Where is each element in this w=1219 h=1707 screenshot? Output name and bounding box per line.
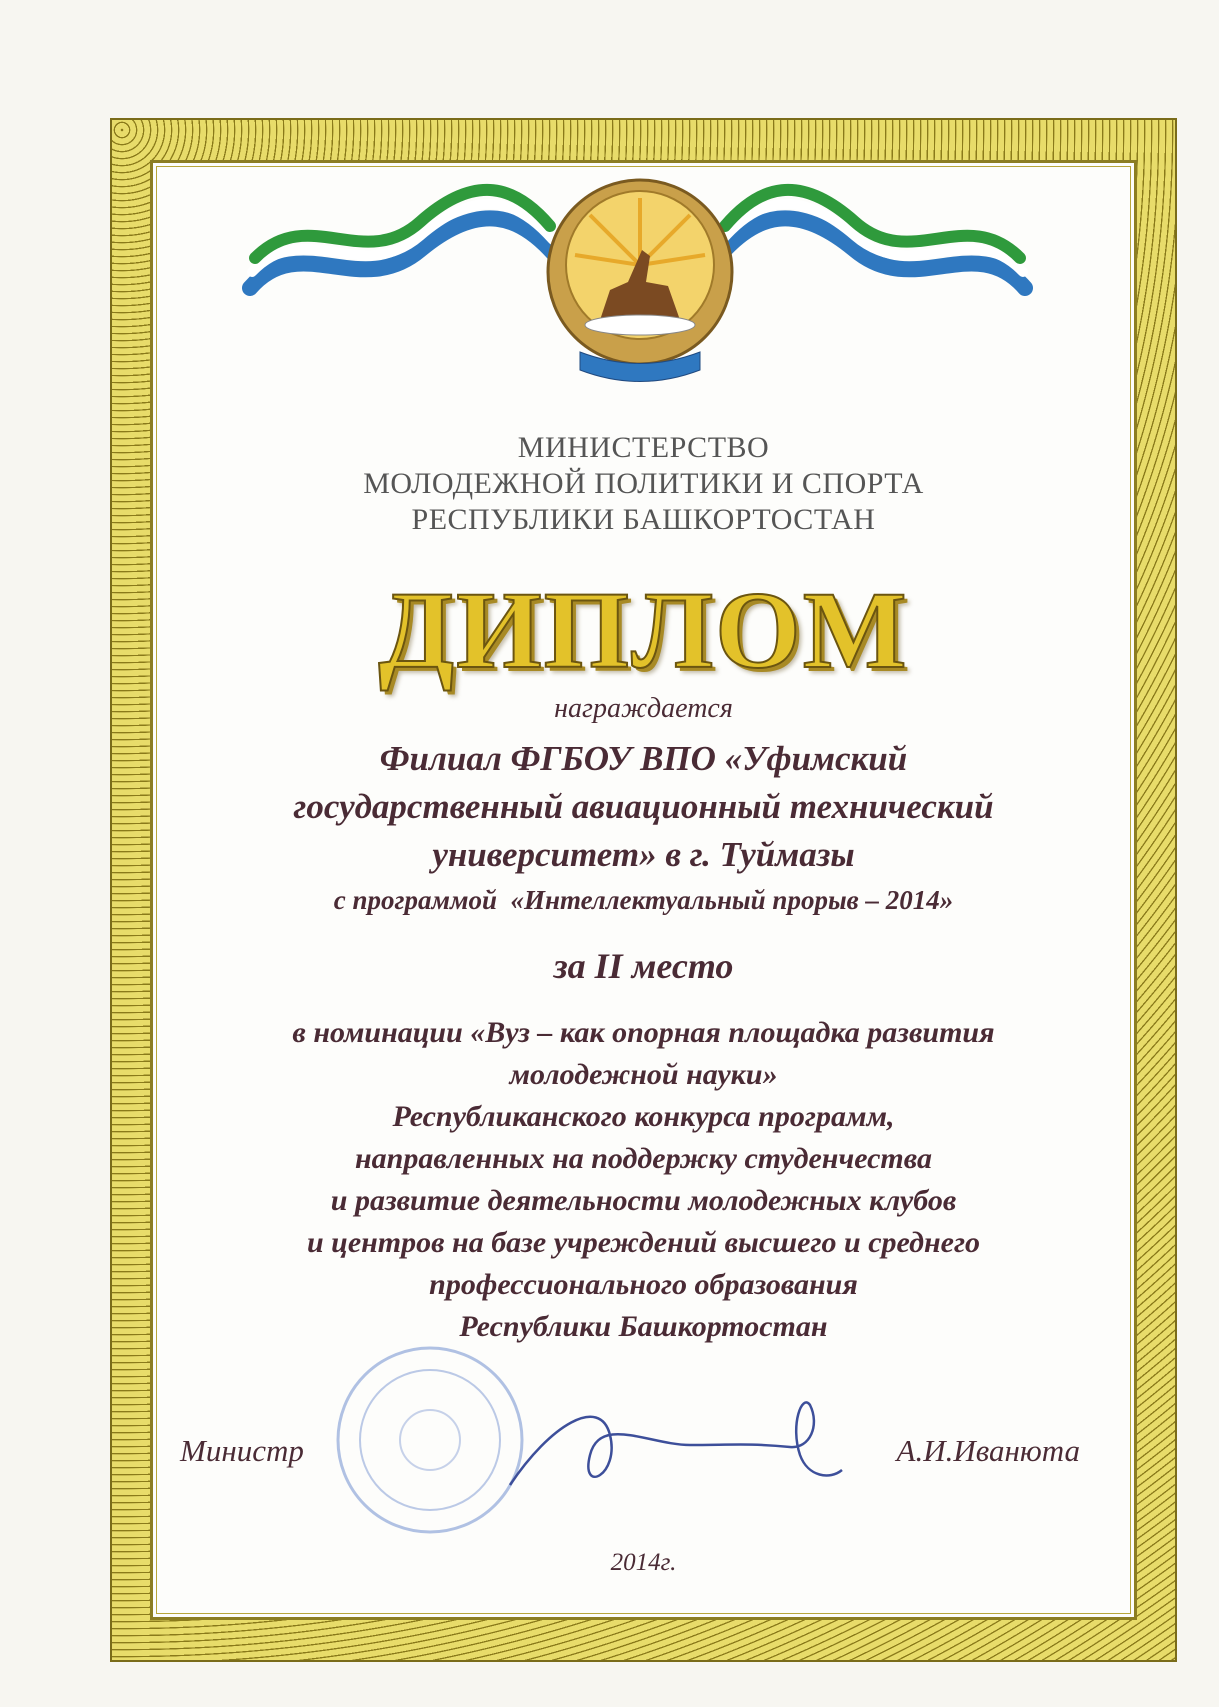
place-award: за II место xyxy=(553,946,734,986)
nomination-line-4: направленных на поддержку студенчества xyxy=(355,1142,932,1175)
signer-position: Министр xyxy=(180,1433,304,1468)
recipient-line-3: университет» в г. Туймазы xyxy=(432,835,855,874)
signature-row xyxy=(180,1433,1080,1473)
nomination-line-6: и центров на базе учреждений высшего и среднего xyxy=(306,1226,981,1259)
nomination-line-8: Республики Башкортостан xyxy=(459,1310,828,1343)
nomination-line-5: и развитие деятельности молодежных клубов xyxy=(330,1184,957,1217)
recipient-line-2: государственный авиационный технический xyxy=(293,787,994,826)
issue-year: 2014г. xyxy=(610,1549,677,1576)
ministry-header xyxy=(150,430,1137,538)
nomination-line-1: в номинации «Вуз – как опорная площадка развития xyxy=(292,1016,995,1049)
recipient-line-1: Филиал ФГБОУ ВПО «Уфимский xyxy=(379,739,908,778)
nomination-text xyxy=(150,1012,1137,1348)
ministry-line-3: РЕСПУБЛИКИ БАШКОРТОСТАН xyxy=(411,503,876,536)
nomination-line-2: молодежной науки» xyxy=(509,1058,778,1091)
signer-name: А.И.Иванюта xyxy=(896,1433,1080,1468)
program-line: с программой «Интеллектуальный прорыв – 2014» xyxy=(333,885,954,915)
ministry-line-1: МИНИСТЕРСТВО xyxy=(517,431,770,464)
recipient-name xyxy=(150,735,1137,879)
diploma-title: ДИПЛОМ xyxy=(378,569,909,691)
nomination-line-3: Республиканского конкурса программ, xyxy=(392,1100,895,1133)
awarded-label: награждается xyxy=(554,693,733,724)
ministry-line-2: МОЛОДЕЖНОЙ ПОЛИТИКИ И СПОРТА xyxy=(363,467,924,500)
nomination-line-7: профессионального образования xyxy=(429,1268,858,1301)
